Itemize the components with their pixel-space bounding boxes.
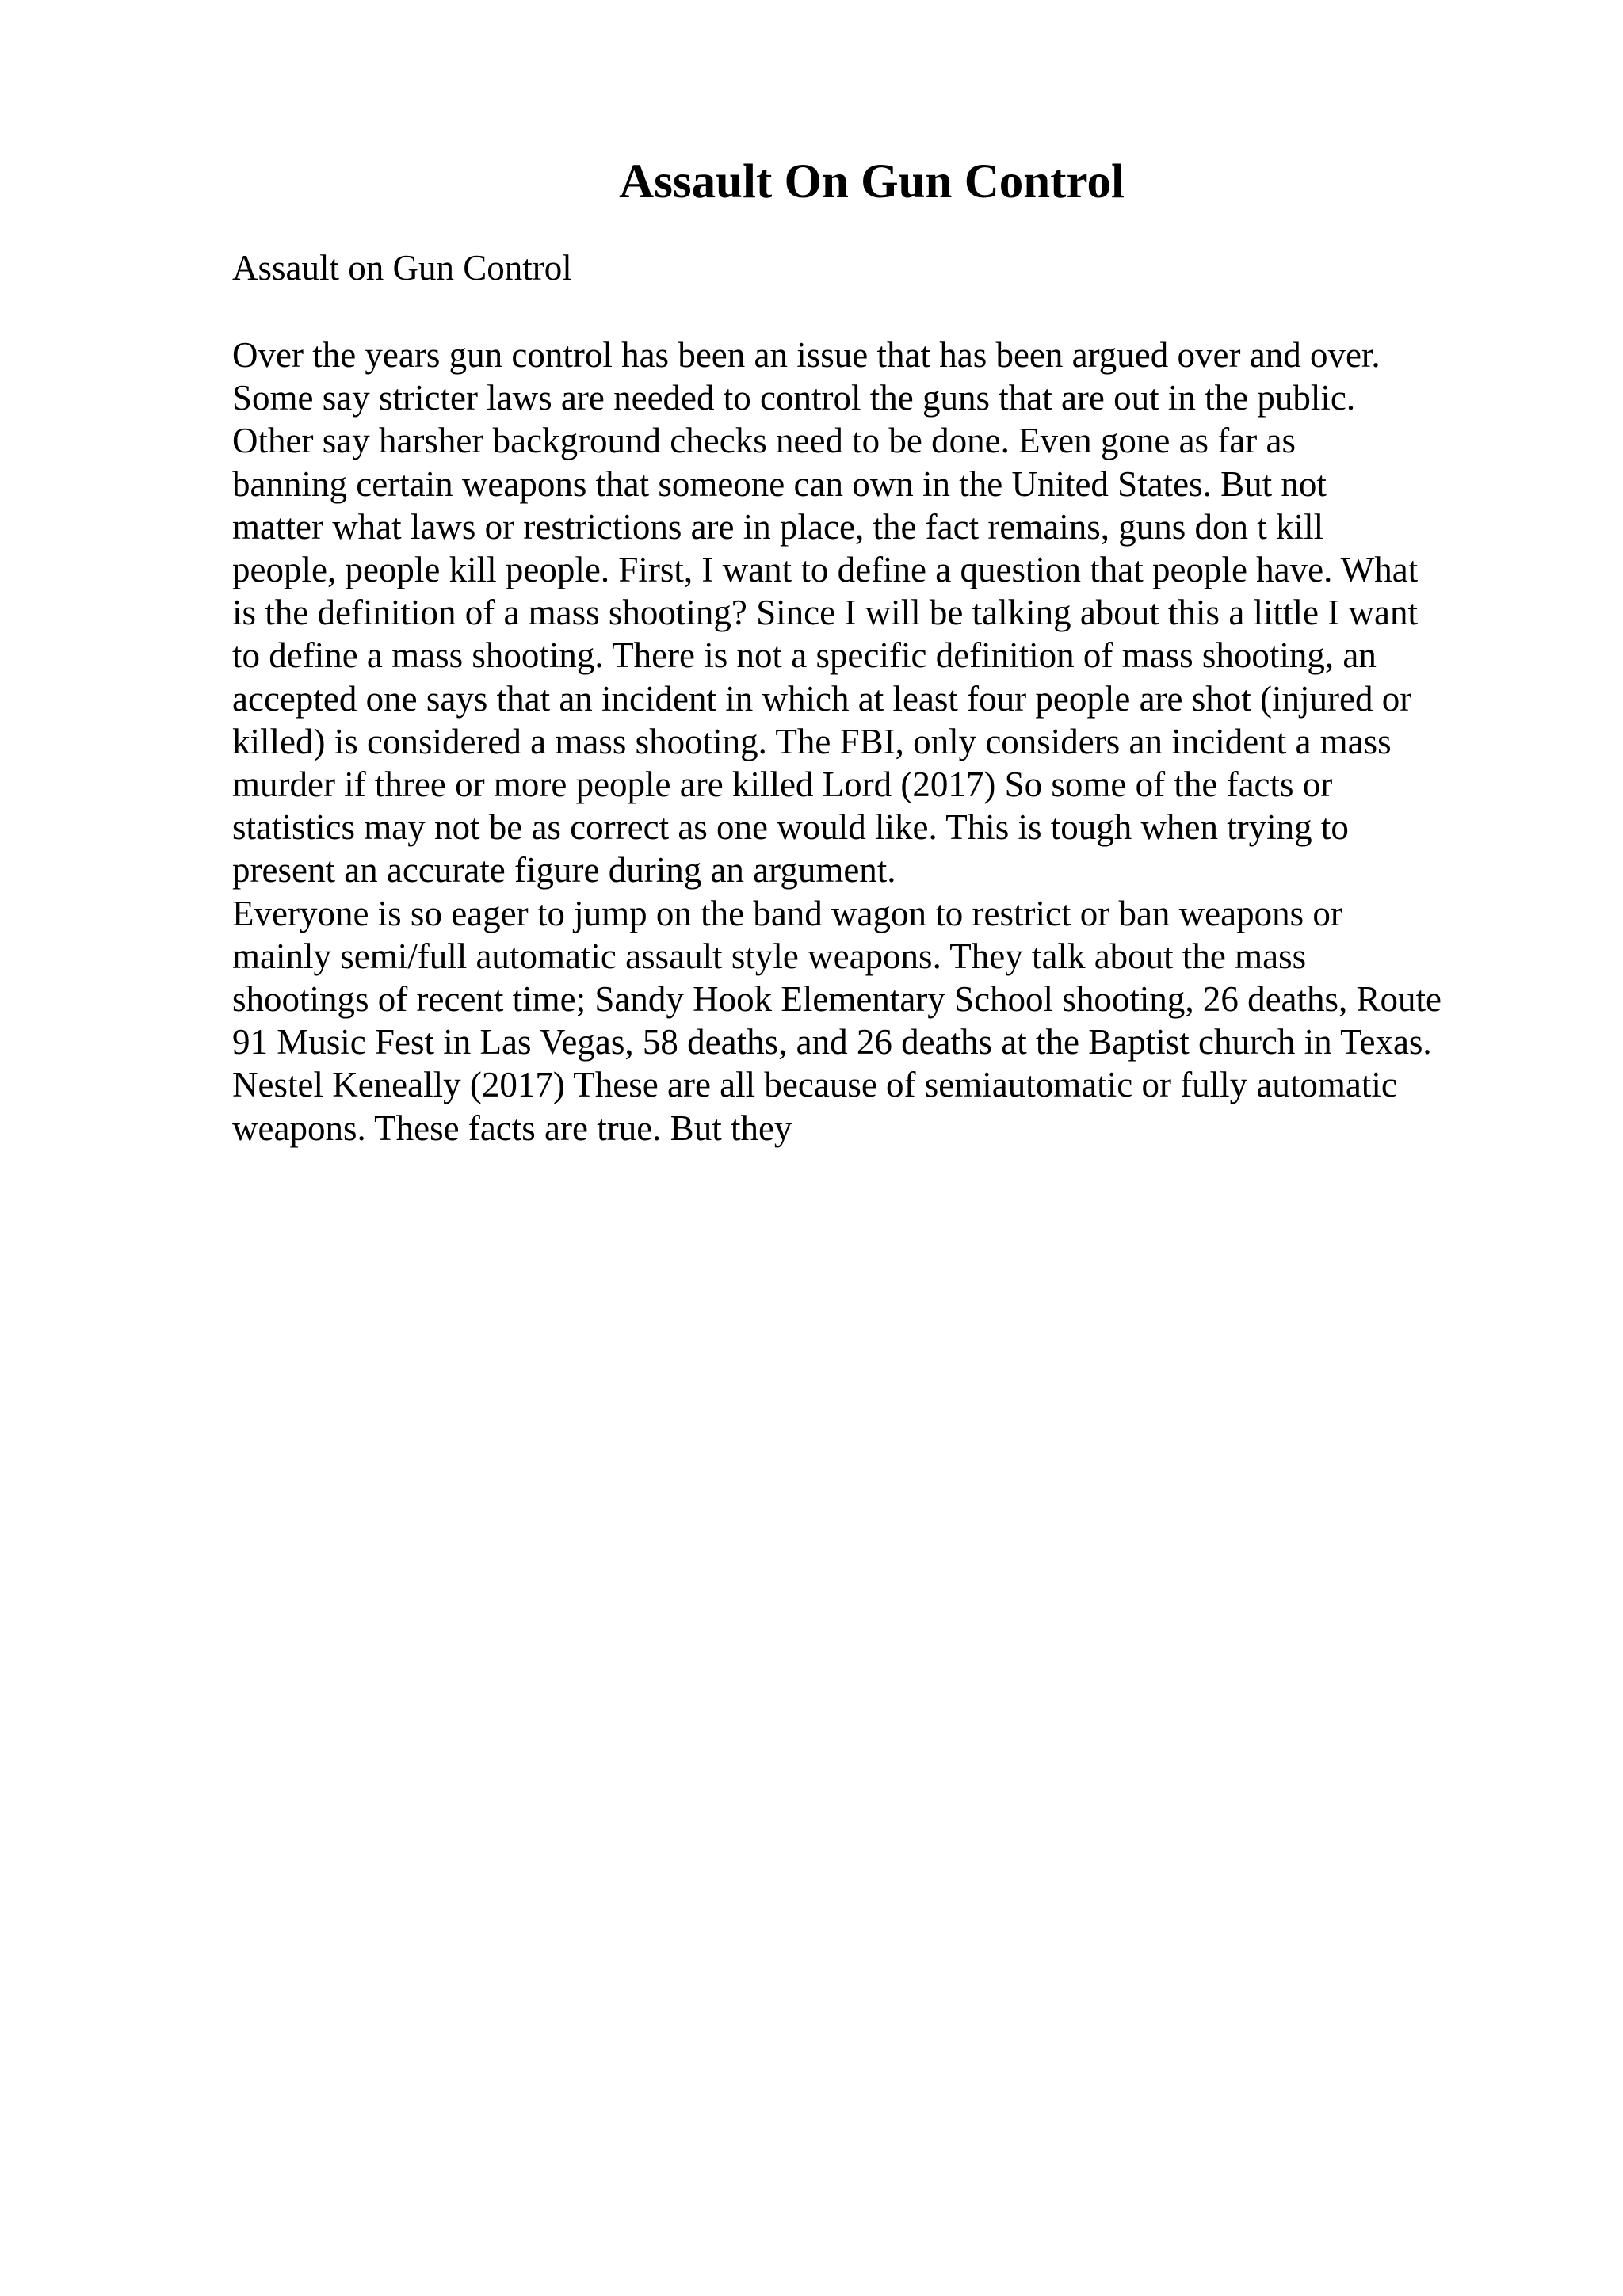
- body-line: present an accurate figure during an argument.: [232, 850, 896, 891]
- body-line: Over the years gun control has been an issue that has been argued over and over.: [232, 335, 1381, 375]
- body-line: shootings of recent time; Sandy Hook Elementary School shooting, 26 deaths, Route: [232, 979, 1442, 1020]
- document-body: [232, 334, 1595, 1150]
- body-line: to define a mass shooting. There is not a specific definition of mass shooting, an: [232, 635, 1377, 676]
- body-line: Some say stricter laws are needed to control the guns that are out in the public.: [232, 378, 1356, 418]
- body-line: people, people kill people. First, I want to define a question that people have. What: [232, 550, 1419, 590]
- body-line: murder if three or more people are killed Lord (2017) So some of the facts or: [232, 765, 1333, 805]
- body-line: Everyone is so eager to jump on the band wagon to restrict or ban weapons or: [232, 893, 1342, 933]
- body-line: Other say harsher background checks need to be done. Even gone as far as: [232, 421, 1296, 461]
- document-title: Assault On Gun Control: [619, 155, 1125, 208]
- body-line: Nestel Keneally (2017) These are all because of semiautomatic or fully automatic: [232, 1065, 1397, 1105]
- body-line: weapons. These facts are true. But they: [232, 1108, 792, 1148]
- body-line: is the definition of a mass shooting? Since I will be talking about this a little I want: [232, 593, 1418, 633]
- body-line: accepted one says that an incident in which at least four people are shot (injured or: [232, 678, 1412, 719]
- body-line: banning certain weapons that someone can own in the United States. But not: [232, 463, 1327, 504]
- body-line: mainly semi/full automatic assault style weapons. They talk about the mass: [232, 936, 1307, 976]
- body-line: 91 Music Fest in Las Vegas, 58 deaths, and 26 deaths at the Baptist church in Texas.: [232, 1022, 1432, 1062]
- document-subtitle: Assault on Gun Control: [232, 248, 572, 288]
- body-line: statistics may not be as correct as one would like. This is tough when trying to: [232, 807, 1349, 848]
- body-line: killed) is considered a mass shooting. The FBI, only considers an incident a mass: [232, 721, 1392, 761]
- body-line: matter what laws or restrictions are in place, the fact remains, guns don t kill: [232, 506, 1324, 547]
